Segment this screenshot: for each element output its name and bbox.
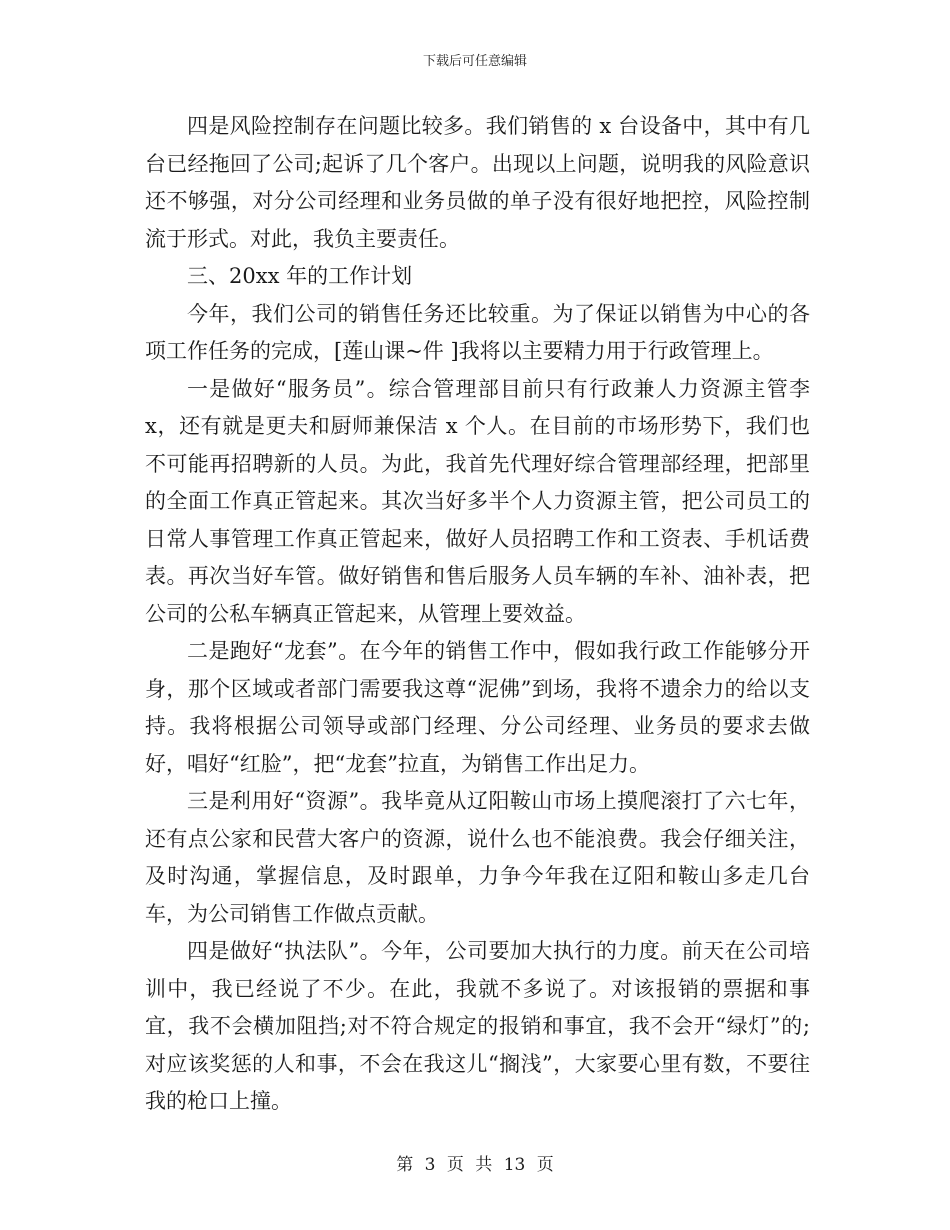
paragraph-sales-tasks: 今年，我们公司的销售任务还比较重。为了保证以销售为中心的各项工作任务的完成，[莲山课~件 ]我将以主要精力用于行政管理上。	[145, 301, 810, 363]
paragraph-supporting-role: 二是跑好“龙套”。在今年的销售工作中，假如我行政工作能够分开身，那个区域或者部门需要我这尊“泥佛”到场，我将不遗余力的给以支持。我将根据公司领导或部门经理、分公司经理、业务员的要求去做好，唱好“红脸”，把“龙套”拉直，为销售工作出足力。	[145, 639, 810, 776]
paragraph-service: 一是做好“服务员”。综合管理部目前只有行政兼人力资源主管李 x，还有就是更夫和厨师兼保洁 x 个人。在目前的市场形势下，我们也不可能再招聘新的人员。为此，我首先代理好综合管理部经理，把部里的全面工作真正管起来。其次当好多半个人力资源主管，把公司员工的日常人事管理工作真正管起来，做好人员招聘工作和工资表、手机话费表。再次当好车管。做好销售和售后服务人员车辆的车补、油补表，把公司的公私车辆真正管起来，从管理上要效益。	[145, 376, 810, 626]
paragraph-resources: 三是利用好“资源”。我毕竟从辽阳鞍山市场上摸爬滚打了六七年，还有点公家和民营大客户的资源，说什么也不能浪费。我会仔细关注，及时沟通，掌握信息，及时跟单，力争今年我在辽阳和鞍山多走几台车，为公司销售工作做点贡献。	[145, 789, 810, 926]
section-heading-work-plan: 三、20xx 年的工作计划	[187, 264, 413, 288]
page-number: 第 3 页 共 13 页	[396, 1155, 554, 1175]
paragraph-enforcement: 四是做好“执法队”。今年，公司要加大执行的力度。前天在公司培训中，我已经说了不少。在此，我就不多说了。对该报销的票据和事宜，我不会横加阻挡;对不符合规定的报销和事宜，我不会开“绿灯”的;对应该奖惩的人和事，不会在我这儿“搁浅”，大家要心里有数，不要往我的枪口上撞。	[145, 939, 810, 1113]
document-body	[145, 108, 810, 1121]
page-header: 下载后可任意编辑	[422, 54, 527, 69]
paragraph-risk-control: 四是风险控制存在问题比较多。我们销售的 x 台设备中，其中有几台已经拖回了公司;起诉了几个客户。出现以上问题，说明我的风险意识还不够强，对分公司经理和业务员做的单子没有很好地把控，风险控制流于形式。对此，我负主要责任。	[145, 114, 810, 251]
